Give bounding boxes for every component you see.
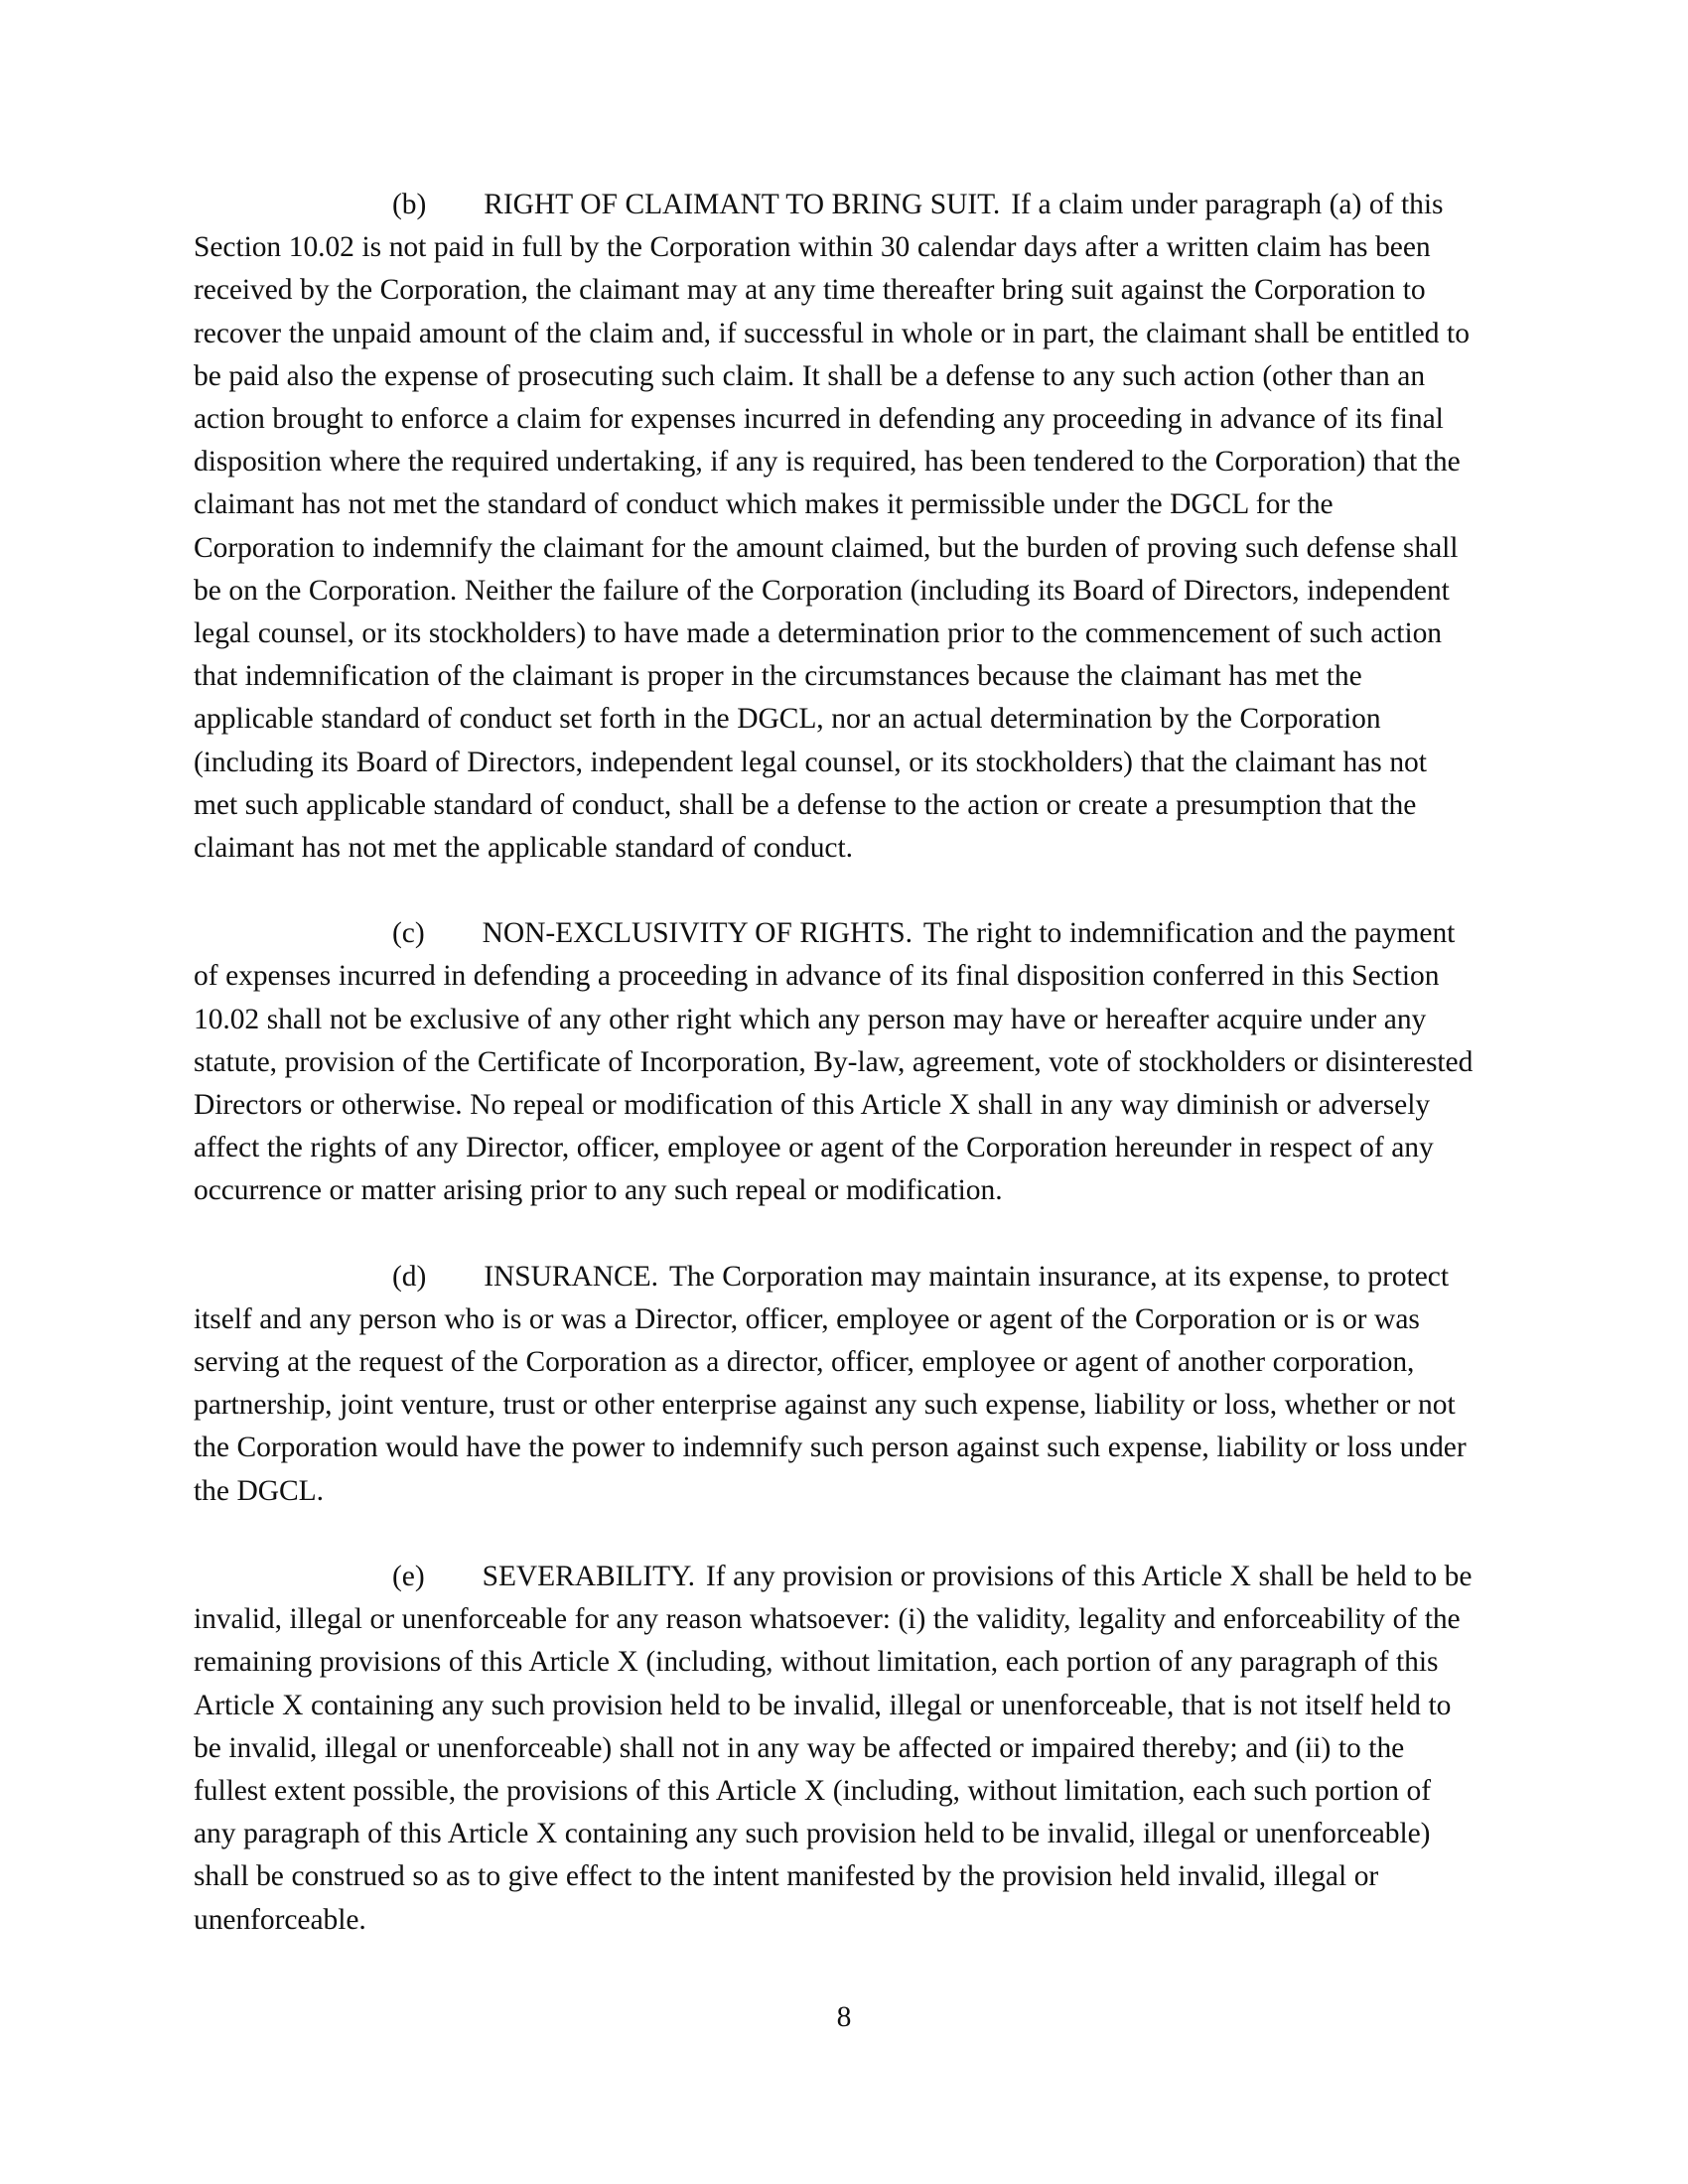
- paragraph-d-text: The Corporation may maintain insurance, at its expense, to protect itself and any person who is or was a Director, officer, employee or agent of the Corporation or is or was serving at the request of the Corporation as a director, officer, employee or agent of another corporation, partnership, joint venture, trust or other enterprise against any such expense, liability or loss, whether or not the Corporation would have the power to indemnify such person against such expense, liability or loss under the DGCL.: [194, 1260, 1467, 1507]
- paragraph-e-marker: (e): [392, 1560, 425, 1592]
- paragraph-b-text: If a claim under paragraph (a) of this Section 10.02 is not paid in full by the Corporation within 30 calendar days after a written claim has been received by the Corporation, the claimant may at any time thereafter bring suit against the Corporation to recover the unpaid amount of the claim and, if successful in whole or in part, the claimant shall be entitled to be paid also the expense of prosecuting such claim. It shall be a defense to any such action (other than an action brought to enforce a claim for expenses incurred in defending any proceeding in advance of its final disposition where the required undertaking, if any is required, has been tendered to the Corporation) that the claimant has not met the standard of conduct which makes it permissible under the DGCL for the Corporation to indemnify the claimant for the amount claimed, but the burden of proving such defense shall be on the Corporation. Neither the failure of the Corporation (including its Board of Directors, independent legal counsel, or its stockholders) to have made a determination prior to the commencement of such action that indemnification of the claimant is proper in the circumstances because the claimant has met the applicable standard of conduct set forth in the DGCL, nor an actual determination by the Corporation (including its Board of Directors, independent legal counsel, or its stockholders) that the claimant has not met such applicable standard of conduct, shall be a defense to the action or create a presumption that the claimant has not met the applicable standard of conduct.: [194, 189, 1470, 865]
- document-body: [194, 184, 1475, 1942]
- paragraph-c-heading: NON-EXCLUSIVITY OF RIGHTS.: [482, 917, 913, 950]
- paragraph-e-text: If any provision or provisions of this Article X shall be held to be invalid, illegal or unenforceable for any reason whatsoever: (i) the validity, legality and enforceability of the remaining provisions of this Article X (including, without limitation, each portion of any paragraph of this Article X containing any such provision held to be invalid, illegal or unenforceable, that is not itself held to be invalid, illegal or unenforceable) shall not in any way be affected or impaired thereby; and (ii) to the fullest extent possible, the provisions of this Article X (including, without limitation, each such portion of any paragraph of this Article X containing any such provision held to be invalid, illegal or unenforceable) shall be construed so as to give effect to the intent manifested by the provision held invalid, illegal or unenforceable.: [194, 1560, 1473, 1936]
- paragraph-e-heading: SEVERABILITY.: [482, 1560, 695, 1592]
- paragraph-b-marker: (b): [392, 189, 427, 220]
- page-number: 8: [836, 2001, 852, 2033]
- paragraph-d-marker: (d): [392, 1260, 427, 1293]
- paragraph-b: [194, 184, 1475, 870]
- paragraph-c-marker: (c): [392, 917, 425, 950]
- paragraph-d-heading: INSURANCE.: [484, 1260, 658, 1293]
- paragraph-d: [194, 1256, 1475, 1513]
- paragraph-c-text: The right to indemnification and the payment of expenses incurred in defending a proceeding in advance of its final disposition conferred in this Section 10.02 shall not be exclusive of any other right which any person may have or hereafter acquire under any statute, provision of the Certificate of Incorporation, By-law, agreement, vote of stockholders or disinterested Directors or otherwise. No repeal or modification of this Article X shall in any way diminish or adversely affect the rights of any Director, officer, employee or agent of the Corporation hereunder in respect of any occurrence or matter arising prior to any such repeal or modification.: [194, 917, 1474, 1207]
- paragraph-b-heading: RIGHT OF CLAIMANT TO BRING SUIT.: [484, 189, 1001, 220]
- paragraph-c: [194, 912, 1475, 1212]
- paragraph-e: [194, 1556, 1475, 1942]
